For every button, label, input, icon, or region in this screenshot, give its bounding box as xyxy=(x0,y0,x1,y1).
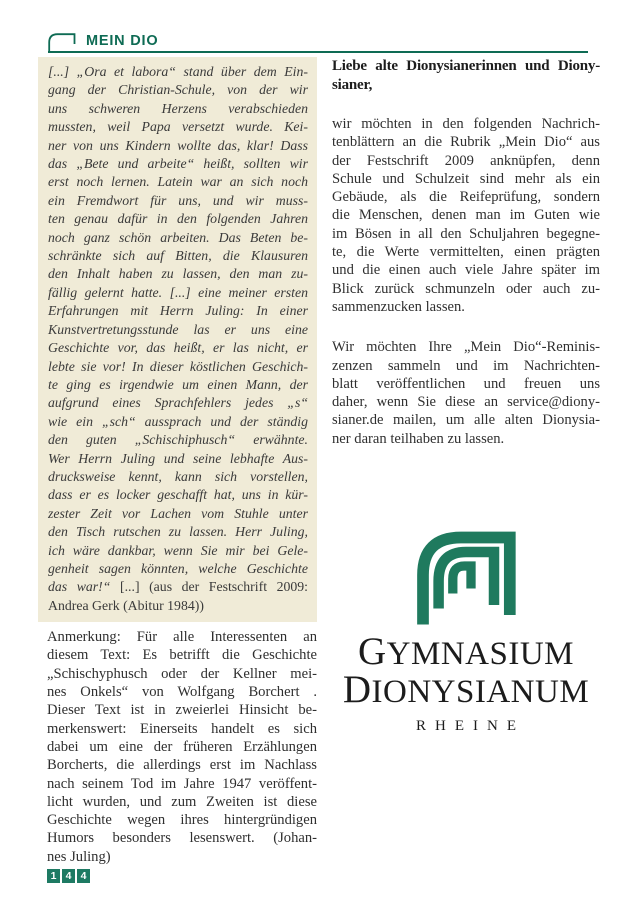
right-column xyxy=(332,57,600,735)
quote-attribution-author: Andrea Gerk (Abitur 1984)) xyxy=(48,597,204,613)
page-number-digit: 1 xyxy=(47,869,60,883)
section-header xyxy=(48,25,588,53)
quote-attribution-line xyxy=(48,578,308,596)
letter-salutation: Liebe alte Dionysianerinnen und Diony- sianer, xyxy=(332,58,600,93)
letter-paragraph-2: Wir möchten Ihre „Mein Dio“-Reminis- zenzen sammeln und im Nachrichten- blatt veröffentlichen und freuen uns daher, wenn Sie diese an service@diony- sianer.de mailen, um alle alten Dionysia- ner daran teilhaben zu lassen. xyxy=(332,339,600,447)
page-number-digit: 4 xyxy=(77,869,90,883)
school-logo xyxy=(332,531,600,735)
annotation-paragraph: Anmerkung: Für alle Interessenten an diesem Text: Es betrifft die Geschichte „Schischyphusch oder der Kellner mei- nes Onkels“ von Wolfgang Borchert . Dieser Text ist in zweierlei Hinsicht be- merkenswert: Einerseits handelt es sich dabei um eine der früheren Erzählungen Borcherts, die allerdings erst im Nachlass nach seinem Tod im Jahre 1947 veröffent- licht wurden, und zum Zweiten ist diese Geschichte wegen ihres hintergründigen Humors besonders lesenswert. (Johan- nes Juling) xyxy=(47,629,317,865)
quote-attribution-roman: [...] (aus der Festschrift 2009: xyxy=(120,579,308,595)
logo-school-name-line1: GYMNASIUM xyxy=(357,630,575,674)
quote-box xyxy=(38,57,317,622)
letter-paragraph-1: wir möchten in den folgenden Nachrich- tenblättern an die Rubrik „Mein Dio“ aus der Festschrift 2009 anknüpfen, denn Schule und Schulzeit sind mehr als ein Gebäude, als die Reifeprüfung, sondern die Menschen, denen man im Guten wie im Bösen in all den Schuljahren begegne- te, die Werte vermittelten, einen prägten und die einen auch viele Jahre später im Blick zurück schmunzeln oder auch zu- sammenzucken lassen. xyxy=(332,116,600,315)
logo-city: RHEINE xyxy=(416,718,525,735)
page-number xyxy=(47,869,90,883)
logo-arches-icon xyxy=(416,531,516,626)
quote-attribution-italic: das war!“ xyxy=(48,579,111,595)
left-column xyxy=(38,57,317,866)
quote-text: [...] „Ora et labora“ stand über dem Ein- gang der Christian-Schule, von der wir uns schweren Herzens verabschieden mussten, weil Papa versetzt wurde. Kei- ner von uns Kindern wollte das, klar! Dass das „Bete und arbeite“ heißt, sollten wir erst noch lernen. Latein war an sich noch ein Fremdwort für uns, und wir muss- ten genau dafür in den folgenden Jahren noch ganz schön arbeiten. Das Beten be- schränkte sich auf Bitten, die Klausuren den Inhalt haben zu lassen, den man zu- fällig gelernt hatte. [...] eine meiner ersten Erfahrungen mit Herrn Juling: In einer Kunstvertretungsstunde las er uns eine Geschichte vor, das heißt, er las nicht, er lebte sie vor! In dieser köstlichen Geschich- te ging es irgendwie um einen Mann, der aufgrund eines Sprachfehlers jedes „s“ wie ein „sch“ aussprach und der ständig den guten „Schischiphusch“ erwähnte. Wer Herrn Juling und seine lebhafte Aus- drucksweise kennt, kann sich vorstellen, dass er es locker geschafft hat, uns in kür- zester Zeit vor Lachen vom Stuhle unter den Tisch rutschen zu lassen. Herr Juling, ich wäre dankbar, wenn Sie mir bei Gele- genheit sagen könnten, welche Geschichte xyxy=(48,64,308,576)
logo-school-name-line2: DIONYSIANUM xyxy=(342,668,590,712)
section-title: MEIN DIO xyxy=(86,33,159,49)
page-number-digit: 4 xyxy=(62,869,75,883)
corner-tab-icon xyxy=(48,33,81,52)
